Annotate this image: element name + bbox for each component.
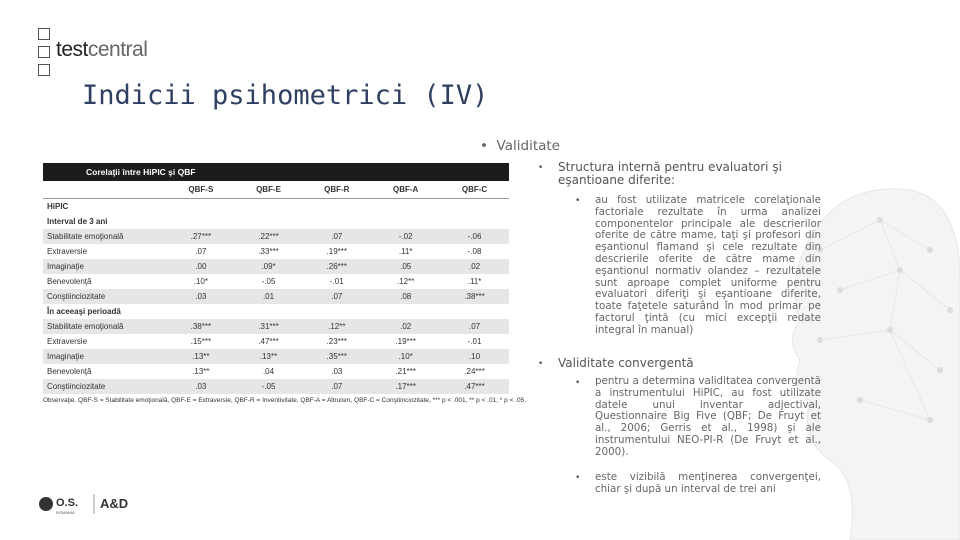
- table-cell: .09*: [235, 259, 303, 274]
- table-cell: .15***: [190, 337, 212, 346]
- table-cell: [440, 304, 509, 319]
- ad-brand: A&D: [100, 496, 129, 511]
- table-row: [43, 304, 509, 319]
- logo-text: testcentral: [56, 38, 148, 61]
- table-cell: .23***: [326, 337, 348, 346]
- row-label: Interval de 3 ani: [47, 217, 108, 226]
- table-cell: -.01: [329, 277, 344, 286]
- bullet-dot: •: [538, 163, 544, 173]
- table-cell: .04: [262, 367, 275, 376]
- table-cell: .35***: [302, 349, 371, 364]
- table-cell: -.05: [261, 277, 276, 286]
- table-cell: .38***: [167, 319, 235, 334]
- table-cell: -.02: [371, 229, 440, 244]
- col-header: QBF-A: [371, 181, 440, 199]
- os-brand: O.S.: [56, 497, 79, 509]
- row-label: Imaginaţie: [43, 349, 167, 364]
- table-cell: -.01: [467, 337, 482, 346]
- table-cell: .00: [167, 259, 235, 274]
- logo-boxes: [38, 28, 54, 82]
- bullet-validitate: • Validitate: [480, 138, 560, 154]
- row-label: Benevolenţă: [47, 367, 92, 376]
- table-cell: .47***: [258, 337, 279, 346]
- table-cell: .47***: [440, 379, 509, 394]
- table-row: [43, 379, 509, 394]
- table-cell: -.06: [440, 229, 509, 244]
- bullet-dot: •: [575, 473, 581, 483]
- row-label: Stabilitate emoţională: [43, 319, 167, 334]
- table-cell: .02: [371, 319, 440, 334]
- table-note: Observaţie. QBF-S = Stabilitate emoţională, QBF-E = Extraversie, QBF-R = Inventivitate, QBF-A = Altruism, QBF-C = Conştiinciozitate, *** p < .001, ** p < .01, * p < .05.: [43, 397, 527, 404]
- convergenta-heading: Validitate convergentă: [558, 356, 694, 370]
- footer-logos: [38, 492, 148, 516]
- correlation-table: [43, 163, 527, 413]
- table-row: [43, 244, 509, 259]
- table-row: [43, 259, 509, 274]
- table-cell: [371, 304, 440, 319]
- table-cell: .07: [440, 319, 509, 334]
- table-row: [43, 319, 509, 334]
- table-cell: [302, 214, 371, 229]
- bullet-dot: •: [575, 378, 581, 388]
- table-row: [43, 289, 509, 304]
- table-cell: [440, 214, 509, 229]
- table-cell: .07: [302, 229, 371, 244]
- table-cell: .13**: [167, 349, 235, 364]
- table-cell: .26***: [302, 259, 371, 274]
- col-header: QBF-E: [235, 181, 303, 199]
- table-cell: [167, 214, 235, 229]
- table-cell: .27***: [167, 229, 235, 244]
- table-cell: [371, 214, 440, 229]
- table-row: [43, 229, 509, 244]
- bullet-dot: •: [538, 359, 544, 369]
- table-cell: .02: [440, 259, 509, 274]
- table-cell: .05: [371, 259, 440, 274]
- col-header: QBF-S: [167, 181, 235, 199]
- table-cell: .07: [302, 379, 371, 394]
- table-cell: -.08: [467, 247, 482, 256]
- table-cell: .10*: [371, 349, 440, 364]
- row-label: Extraversie: [47, 337, 88, 346]
- table-row: [43, 364, 509, 379]
- table-row: [43, 349, 509, 364]
- table-cell: -.05: [235, 379, 303, 394]
- table-row: [43, 214, 509, 229]
- os-logo-icon: [39, 497, 53, 511]
- col-header: QBF-R: [302, 181, 371, 199]
- table-cell: .12**: [302, 319, 371, 334]
- table-cell: .21***: [395, 367, 416, 376]
- table-row: [43, 334, 509, 349]
- table-cell: [235, 214, 303, 229]
- table-cell: .03: [167, 379, 235, 394]
- table-cell: .33***: [258, 247, 279, 256]
- table-cell: .07: [302, 289, 371, 304]
- table-cell: [302, 304, 371, 319]
- col-header: QBF-C: [440, 181, 509, 199]
- table-cell: .19***: [326, 247, 348, 256]
- table-cell: .13**: [235, 349, 303, 364]
- structura-heading: Structura internă pentru evaluatori şi eşantioane diferite:: [558, 160, 782, 187]
- table-cell: .08: [371, 289, 440, 304]
- row-label: Conştiinciozitate: [43, 379, 167, 394]
- table-cell: .01: [235, 289, 303, 304]
- table-cell: .31***: [235, 319, 303, 334]
- table-cell: .22***: [235, 229, 303, 244]
- row-label: Benevolenţă: [47, 277, 92, 286]
- table-cell: .07: [195, 247, 207, 256]
- table-caption: Corelaţii între HiPIC şi QBF: [43, 163, 509, 181]
- row-label: Extraversie: [47, 247, 88, 256]
- table-header-label: HiPIC: [47, 202, 69, 211]
- row-label: În aceeaşi perioadă: [47, 307, 121, 316]
- convergenta-text-1: pentru a determina validitatea convergentă a instrumentului HiPIC, au fost utilizate datele unui inventar adjectival, Questionnaire Big Five (QBF; De Fruyt et al., 2006; Gerris et al., 1998) şi ale instrumentului NEO-PI-R (De Fruyt et al., 2000).: [595, 375, 821, 458]
- row-label: Conştiinciozitate: [43, 289, 167, 304]
- table-cell: .38***: [440, 289, 509, 304]
- table-cell: .10*: [193, 277, 208, 286]
- page-title: Indicii psihometrici (IV): [82, 80, 489, 111]
- bullet-dot: •: [575, 196, 581, 206]
- table-cell: .19***: [395, 337, 416, 346]
- row-label: Stabilitate emoţională: [43, 229, 167, 244]
- table-cell: .10: [440, 349, 509, 364]
- structura-text: au fost utilizate matricele corelaţionale factoriale rezultate în urma analizei componentelor principale ale descrierilor oferite de către mame, taţi şi profesori din eşantionul flamand şi cele rezultate din descrierile oferite de către mame din eşantionul normativ olandez – rezultatele sunt aproape complet uniforme pentru evaluatori diferiţi şi eşantioane diferite, toate faţetele saturând în mod primar pe factorul ţintă (cu mici excepţii redate integral în manual): [595, 194, 821, 336]
- row-label: Imaginaţie: [43, 259, 167, 274]
- convergenta-text-2: este vizibilă menţinerea convergenţei, chiar şi după un interval de trei ani: [595, 471, 821, 495]
- os-sub: ROMANIA: [56, 510, 75, 515]
- table-cell: .13**: [192, 367, 210, 376]
- table-cell: .03: [331, 367, 343, 376]
- table-cell: .12**: [396, 277, 415, 286]
- table-cell: .03: [167, 289, 235, 304]
- table-cell: .24***: [464, 367, 485, 376]
- table-cell: .11*: [398, 247, 413, 256]
- table-row: [43, 274, 509, 289]
- table-cell: .17***: [371, 379, 440, 394]
- table-cell: [235, 304, 303, 319]
- table-cell: [167, 304, 235, 319]
- table-cell: .11*: [467, 277, 482, 286]
